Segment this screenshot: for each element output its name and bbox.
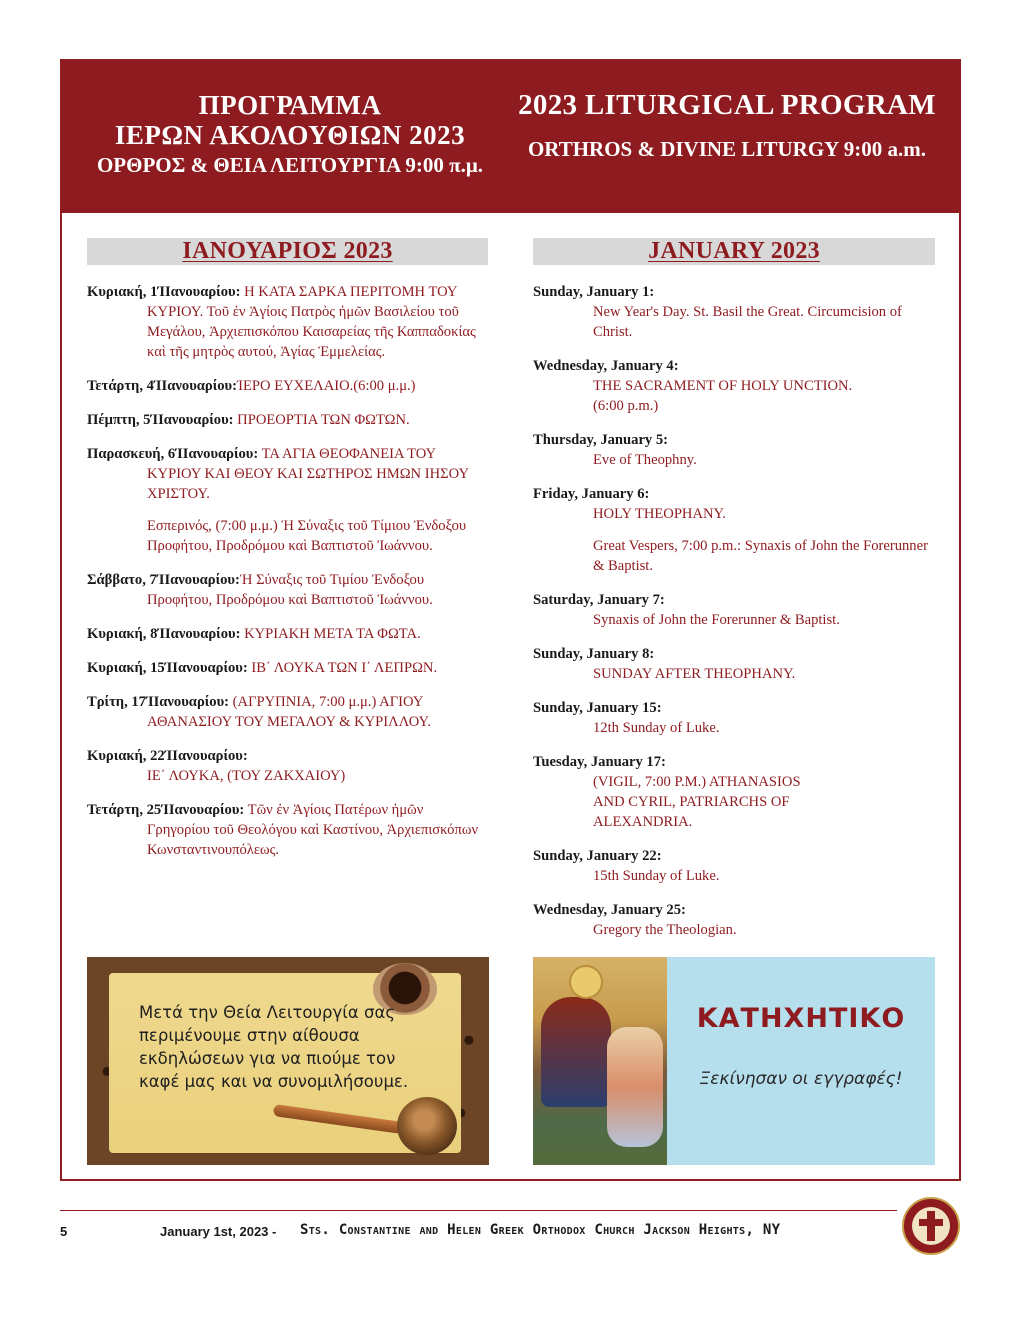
english-header-line2: ORTHROS & DIVINE LITURGY 9:00 a.m. <box>527 137 927 161</box>
greek-entry-text: (ΑΓΡΥΠΝΙΑ, 7:00 μ.μ.) ΑΓΙΟΥ ΑΘΑΝΑΣΙΟΥ ΤΟΥ ΜΕΓΑΛΟΥ & ΚΥΡΙΛΛΟΥ. <box>147 694 431 730</box>
greek-entry-text: ΙΒ΄ ΛΟΥΚΑ ΤΩΝ Ι΄ ΛΕΠΡΩΝ. <box>247 660 438 676</box>
greek-entry-text: Η ΚΑΤΑ ΣΑΡΚΑ ΠΕΡΙΤΟΜΗ ΤΟΥ ΚΥΡΙΟΥ. Τοῦ ἐν Ἁγίοις Πατρὸς ἡμῶν Βασιλείου τοῦ Μεγάλου, Ἀρχιεπισκόπου Καισαρείας τῆς Καππαδοκίας καὶ τῆς μητρὸς αυτού, Ἁγίας Ἐμμελείας. <box>147 284 476 360</box>
greek-header-line1: ΠΡΟΓΡΑΜΜΑ <box>198 90 382 120</box>
page-footer <box>60 1222 900 1244</box>
greek-entry-day: Κυριακή, 15ΊΙανουαρίου: <box>87 660 248 676</box>
english-entry-text: 15th Sunday of Luke. <box>593 868 720 884</box>
greek-entry-text: ΚΥΡΙΑΚΗ ΜΕΤΑ ΤΑ ΦΩΤΑ. <box>240 626 421 642</box>
greek-entry <box>87 570 487 610</box>
greek-entry-day: Σάββατο, 7ΊΙανουαρίου: <box>87 572 240 588</box>
greek-entry-text: Ἡ Σύναξις τοῦ Τιμίου Ἐνδοξου Προφήτου, Προδρόμου καὶ Βαπτιστοῦ Ἰωάννου. <box>147 572 433 608</box>
footer-date: January 1st, 2023 - <box>160 1224 277 1239</box>
english-entry-text: New Year's Day. St. Basil the Great. Circumcision of Christ. <box>593 304 902 340</box>
english-entry <box>533 900 933 940</box>
christ-with-children-icon <box>533 957 667 1165</box>
greek-entry-day: Κυριακή, 8ΊΙανουαρίου: <box>87 626 241 642</box>
greek-month-heading: ΙΑΝΟΥΑΡΙΟΣ 2023 <box>87 238 488 265</box>
greek-schedule <box>87 282 487 874</box>
english-entry-day: Tuesday, January 17: <box>533 754 666 770</box>
greek-entry <box>87 444 487 504</box>
english-entry <box>533 644 933 684</box>
greek-entry <box>87 692 487 732</box>
page-number: 5 <box>60 1224 68 1239</box>
greek-header <box>90 91 490 180</box>
english-entry <box>533 698 933 738</box>
coffee-pot-image <box>397 1097 457 1155</box>
english-entry-day: Thursday, January 5: <box>533 432 669 448</box>
english-entry-text: HOLY THEOPHANY. <box>593 506 726 522</box>
english-schedule <box>533 282 933 954</box>
greek-entry-day: Πέμπτη, 5ΊΙανουαρίου: <box>87 412 234 428</box>
english-entry <box>533 484 933 524</box>
greek-header-line3: ΟΡΘΡΟΣ & ΘΕΙΑ ΛΕΙΤΟΥΡΓΙΑ 9:00 π.μ. <box>96 153 484 177</box>
english-entry-text: Gregory the Theologian. <box>593 922 737 938</box>
greek-entry-text: ΊΕΡΟ ΕΥΧΕΛΑΙΟ.(6:00 μ.μ.) <box>236 378 416 394</box>
english-entry <box>533 590 933 630</box>
greek-entry-text: ΤΑ ΑΓΙΑ ΘΕΟΦΑΝΕΙΑ ΤΟΥ ΚΥΡΙΟΥ ΚΑΙ ΘΕΟΥ ΚΑΙ ΣΩΤΗΡΟΣ ΗΜΩΝ ΙΗΣΟΥ ΧΡΙΣΤΟΥ. <box>147 446 469 502</box>
program-frame <box>60 59 961 1181</box>
greek-entry <box>87 800 487 860</box>
greek-entry-day: Κυριακή, 22ΊΙανουαρίου: <box>87 748 248 764</box>
english-entry-day: Sunday, January 22: <box>533 848 662 864</box>
greek-entry <box>87 410 487 430</box>
english-header <box>512 88 942 166</box>
english-entry-day: Wednesday, January 25: <box>533 902 686 918</box>
greek-entry-day: Τρίτη, 17ΊΙανουαρίου: <box>87 694 230 710</box>
english-header-line1: 2023 LITURGICAL PROGRAM <box>518 89 936 121</box>
coffee-hour-text: Μετά την Θεία Λειτουργία σας περιμένουμε στην αίθουσα εκδηλώσεων για να πιούμε τον καφέ μας και να συνομιλήσουμε. <box>139 1003 409 1091</box>
english-entry-day: Friday, January 6: <box>533 486 650 502</box>
header-banner <box>62 61 959 213</box>
footer-divider <box>60 1210 897 1211</box>
english-month-heading: JANUARY 2023 <box>533 238 935 265</box>
english-entry-day: Sunday, January 1: <box>533 284 655 300</box>
english-entry-day: Sunday, January 15: <box>533 700 662 716</box>
greek-entry-text: Τῶν ἐν Ἁγίοις Πατέρων ἡμῶν Γρηγορίου τοῦ Θεολόγου καὶ Καστίνου, Ἀρχιεπισκόπων Κωνσταντινουπόλεως. <box>147 802 479 858</box>
english-entry <box>533 430 933 470</box>
greek-entry <box>87 624 487 644</box>
greek-entry-day: Τετάρτη, 4ΊΙανουαρίου: <box>87 378 237 394</box>
greek-entry <box>87 282 487 362</box>
footer-church-name: Sts. Constantine and Helen Greek Orthodox Church Jackson Heights, NY <box>300 1222 781 1238</box>
greek-entry-day: Τετάρτη, 25ΊΙανουαρίου: <box>87 802 245 818</box>
church-seal-icon <box>902 1197 960 1255</box>
english-entry-text: SUNDAY AFTER THEOPHANY. <box>593 666 796 682</box>
coffee-hour-ad <box>87 957 489 1165</box>
greek-header-line2: ΙΕΡΩΝ ΑΚΟΛΟΥΘΙΩΝ 2023 <box>114 120 466 150</box>
english-entry-day: Saturday, January 7: <box>533 592 665 608</box>
english-entry-text: Eve of Theophny. <box>593 452 697 468</box>
catechism-title: ΚΑΤΗΧΗΤΙΚΟ <box>696 1003 906 1034</box>
english-entry <box>533 356 933 416</box>
catechism-ad <box>533 957 935 1165</box>
english-entry-day: Wednesday, January 4: <box>533 358 679 374</box>
english-vespers-note: Great Vespers, 7:00 p.m.: Synaxis of John the Forerunner & Baptist. <box>593 538 928 574</box>
greek-entry <box>87 658 487 678</box>
greek-entry-text: ΙΕ΄ ΛΟΥΚΑ, (ΤΟΥ ΖΑΚΧΑΙΟΥ) <box>147 768 346 784</box>
english-entry-text: THE SACRAMENT OF HOLY UNCTION. (6:00 p.m.) <box>593 378 853 414</box>
greek-entry <box>87 746 487 786</box>
english-entry-day: Sunday, January 8: <box>533 646 655 662</box>
greek-entry-day: Κυριακή, 1ΊΙανουαρίου: <box>87 284 241 300</box>
english-entry <box>533 846 933 886</box>
greek-entry <box>87 376 487 396</box>
catechism-subtitle: Ξεκίνησαν οι εγγραφές! <box>699 1069 903 1089</box>
greek-vespers-note: Εσπερινός, (7:00 μ.μ.) Ἡ Σύναξις τοῦ Τίμιου Ἐνδοξου Προφήτου, Προδρόμου καὶ Βαπτιστοῦ Ἰωάννου. <box>147 518 467 554</box>
english-entry-text: (VIGIL, 7:00 P.M.) ATHANASIOS AND CYRIL, PATRIARCHS OF ALEXANDRIA. <box>593 774 801 830</box>
greek-entry-text: ΠΡΟΕΟΡΤΙΑ ΤΩΝ ΦΩΤΩΝ. <box>233 412 410 428</box>
english-entry-text: Synaxis of John the Forerunner & Baptist. <box>593 612 840 628</box>
greek-entry-day: Παρασκευή, 6ΊΙανουαρίου: <box>87 446 259 462</box>
english-entry <box>533 282 933 342</box>
english-entry <box>533 752 933 832</box>
english-entry-text: 12th Sunday of Luke. <box>593 720 720 736</box>
